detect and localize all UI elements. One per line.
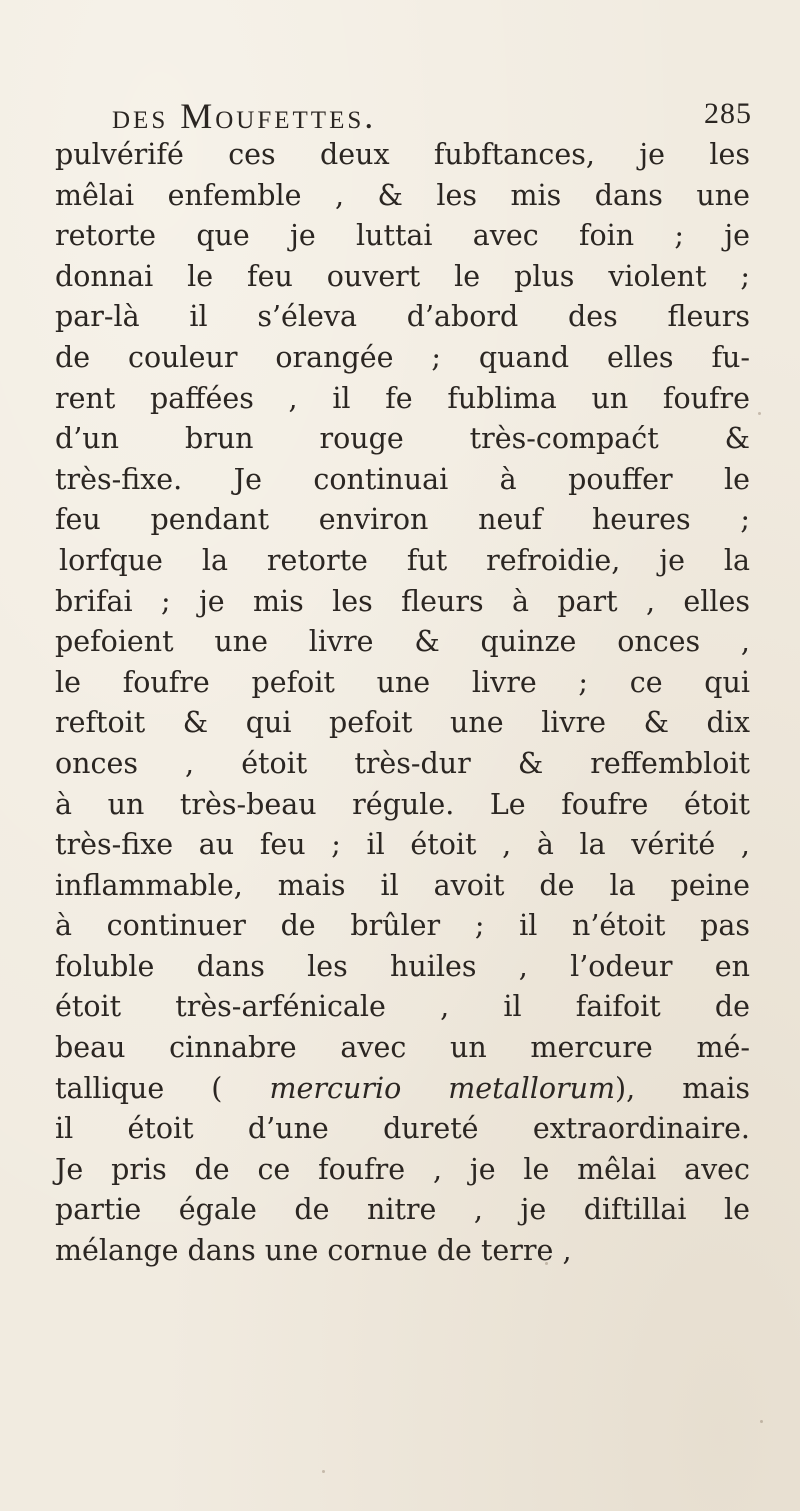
- text-line: feu pendant environ neuf heures ;: [55, 503, 750, 537]
- text-line: de couleur orangée ; quand elles fu-: [55, 340, 750, 374]
- text-line: étoit très-arfénicale , il faifoit de: [55, 990, 750, 1024]
- text-line: mêlai enfemble , & les mis dans une: [55, 178, 750, 212]
- italic-line-before: tallique (: [55, 1071, 223, 1105]
- text-line: pulvérifé ces deux fubftances, je les: [55, 138, 750, 171]
- text-line: rent paffées , il fe fublima un foufre: [55, 381, 750, 415]
- text-line: à un très-beau régule. Le foufre étoit: [55, 787, 750, 821]
- latin-term: mercurio metallorum: [269, 1071, 616, 1105]
- text-line-with-italic: [55, 1069, 750, 1110]
- paper-speck: [758, 412, 761, 415]
- page-number: 285: [704, 97, 752, 130]
- text-line: pefoient une livre & quinze onces ,: [55, 625, 750, 659]
- text-line: il étoit d’une dureté extraordinaire.: [55, 1112, 750, 1146]
- text-line: par-là il s’éleva d’abord des fleurs: [55, 300, 750, 334]
- text-line: beau cinnabre avec un mercure mé-: [55, 1031, 750, 1065]
- text-line: donnai le feu ouvert le plus violent ;: [55, 259, 750, 293]
- text-line: le foufre pefoit une livre ; ce qui: [55, 665, 750, 699]
- text-line: reftoit & qui pefoit une livre & dix: [55, 706, 750, 740]
- text-line: foluble dans les huiles , l’odeur en: [55, 949, 750, 983]
- text-line: partie égale de nitre , je diftillai le: [55, 1193, 750, 1227]
- text-line: inflammable, mais il avoit de la peine: [55, 868, 750, 902]
- body-text: [55, 135, 750, 1272]
- italic-line-after: ), mais: [615, 1071, 751, 1105]
- text-line: très-fixe. Je continuai à pouffer le: [55, 462, 750, 496]
- paper-speck: [760, 1420, 763, 1423]
- running-title: des Moufettes.: [112, 96, 377, 136]
- text-line: lorfque la retorte fut refroidie, je la: [59, 543, 750, 577]
- text-line: mélange dans une cornue de terre ,: [55, 1234, 572, 1268]
- paper-speck: [545, 1262, 548, 1265]
- text-line: très-fixe au feu ; il étoit , à la vérité ,: [55, 828, 750, 862]
- text-line: Je pris de ce foufre , je le mêlai avec: [55, 1152, 750, 1186]
- paper-speck: [322, 1470, 325, 1473]
- text-line: brifai ; je mis les fleurs à part , elles: [55, 584, 750, 618]
- text-line: d’un brun rouge très-compaćt &: [55, 422, 750, 456]
- text-line: onces , étoit très-dur & reffembloit: [55, 746, 750, 780]
- text-line: à continuer de brûler ; il n’étoit pas: [55, 909, 750, 943]
- text-line: retorte que je luttai avec foin ; je: [55, 219, 750, 253]
